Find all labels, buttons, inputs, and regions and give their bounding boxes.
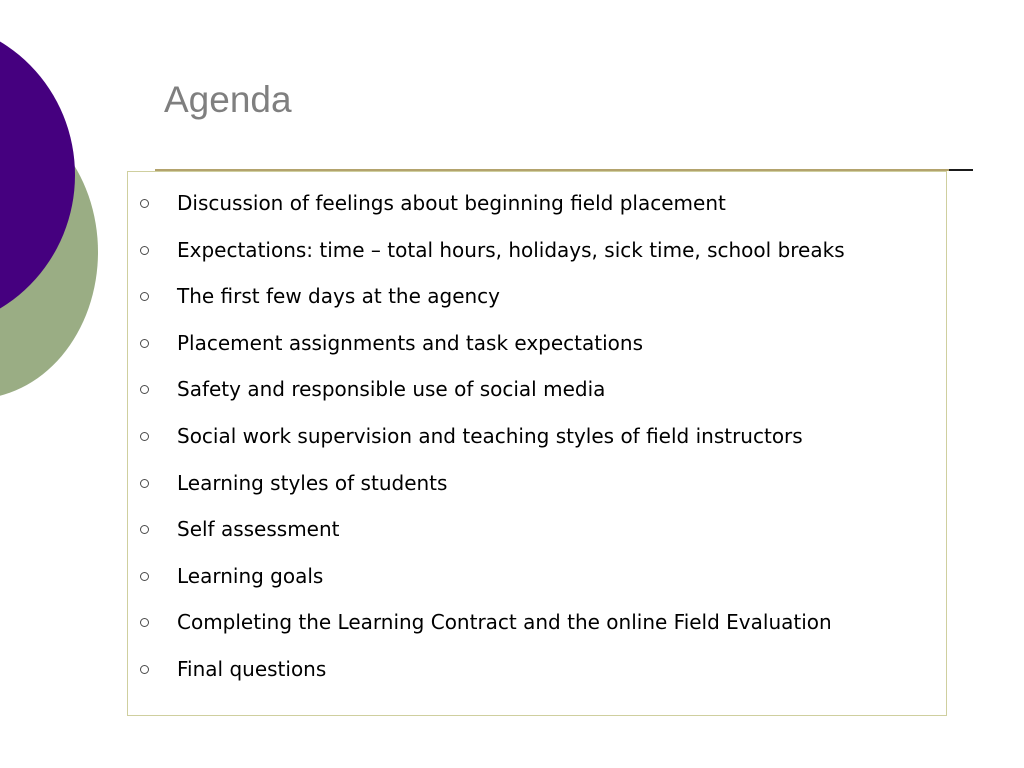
hollow-circle-bullet-icon <box>140 292 149 301</box>
agenda-item-text: Placement assignments and task expectations <box>177 330 643 355</box>
hollow-circle-bullet-icon <box>140 339 149 348</box>
content-box <box>127 171 947 716</box>
agenda-item <box>128 416 946 457</box>
agenda-item <box>128 323 946 364</box>
agenda-item-text: Self assessment <box>177 517 340 542</box>
agenda-item <box>128 463 946 504</box>
agenda-item <box>128 509 946 550</box>
agenda-item <box>128 369 946 410</box>
agenda-item <box>128 276 946 317</box>
agenda-item-text: Expectations: time – total hours, holidays, sick time, school breaks <box>177 237 845 262</box>
hollow-circle-bullet-icon <box>140 572 149 581</box>
agenda-item-text: The first few days at the agency <box>177 284 501 309</box>
agenda-item-text: Social work supervision and teaching styles of field instructors <box>177 423 803 448</box>
hollow-circle-bullet-icon <box>140 665 149 674</box>
agenda-list <box>128 183 946 696</box>
agenda-item-text: Discussion of feelings about beginning field placement <box>177 191 726 215</box>
agenda-item <box>128 556 946 597</box>
agenda-item-text: Learning goals <box>177 563 324 588</box>
hollow-circle-bullet-icon <box>140 618 149 627</box>
hollow-circle-bullet-icon <box>140 246 149 255</box>
hollow-circle-bullet-icon <box>140 432 149 441</box>
hollow-circle-bullet-icon <box>140 479 149 488</box>
agenda-item-text: Completing the Learning Contract and the online Field Evaluation <box>177 610 832 635</box>
agenda-item-text: Learning styles of students <box>177 470 448 495</box>
agenda-item-text: Safety and responsible use of social media <box>177 377 606 402</box>
agenda-item-text: Final questions <box>177 656 327 681</box>
hollow-circle-bullet-icon <box>140 199 149 208</box>
agenda-item <box>128 230 946 271</box>
agenda-item <box>128 183 946 224</box>
hollow-circle-bullet-icon <box>140 525 149 534</box>
slide-title: Agenda <box>164 79 292 120</box>
hollow-circle-bullet-icon <box>140 385 149 394</box>
agenda-item <box>128 649 946 690</box>
agenda-item <box>128 602 946 643</box>
